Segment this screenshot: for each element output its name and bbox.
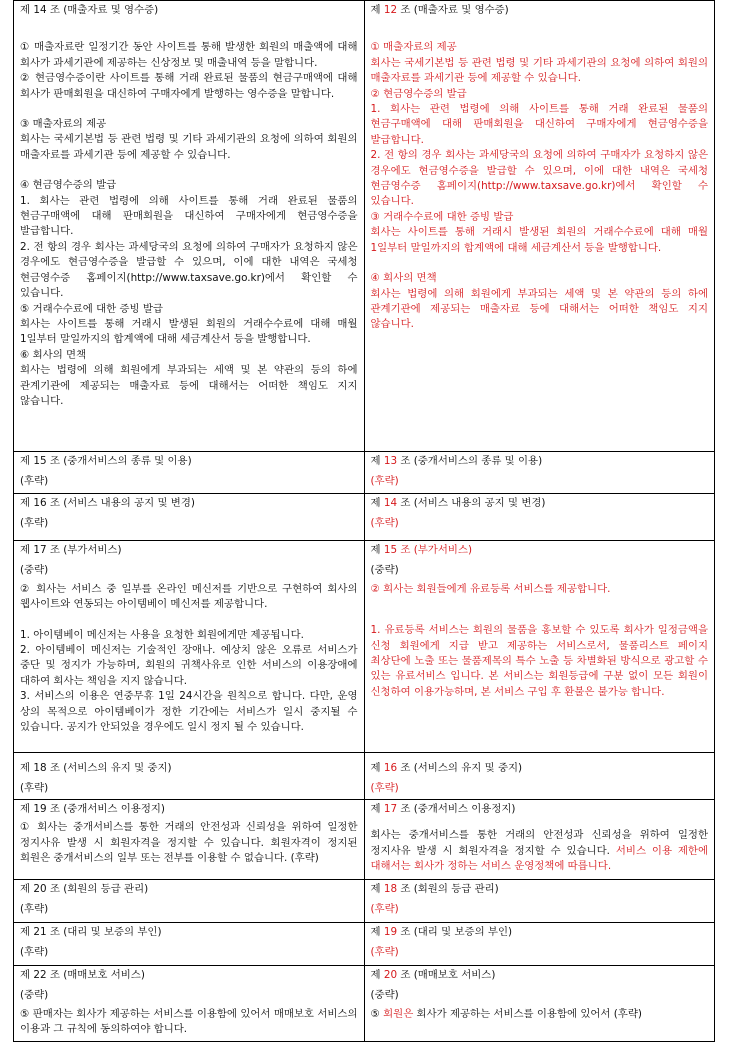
paragraph: 회사는 법령에 의해 회원에게 부과되는 세액 및 본 약관의 등의 하에 관계기관에 제공되는 매출자료 등에 대해서는 어떠한 책임도 지지 않습니다.: [370, 287, 708, 331]
paragraph: 1. 유료등록 서비스는 회원의 물품을 홍보할 수 있도록 회사가 일정금액을 신청 회원에게 지급 받고 제공하는 서비스로서, 물품리스트 페이지 최상단에 노출 또는 물품제목의 특수 노출 등 차별화된 방식으로 광고할 수 있는 유료서비스 입니다. 본 서비스는 회원등급에 구분 없이 모든 회원이 신청하여 이용가능하며, 본 서비스 구입 후 환불은 불가능 합니다.: [370, 624, 708, 698]
paragraph: 회사는 법령에 의해 회원에게 부과되는 세액 및 본 약관의 등의 하에 관계기관에 제공되는 매출자료 등에 대해서는 어떠한 책임도 지지 않습니다.: [20, 364, 358, 407]
list-item: 3. 서비스의 이용은 연중무휴 1일 24시간을 원칙으로 합니다. 다만, 운영 상의 목적으로 아이템베이가 정한 기간에는 서비스가 일시 중지될 수 있습니다. 공지가 안되었을 경우에도 일시 정지 될 수 있습니다.: [20, 690, 358, 734]
table-row: [14, 494, 715, 541]
article-number: 12: [383, 4, 398, 16]
article-title: 제 17 조 (부가서비스): [20, 544, 122, 556]
old-article-22-cell: [14, 965, 365, 1041]
table-row: [14, 452, 715, 494]
omitted-note: (후략): [370, 782, 399, 795]
list-item: 2. 아이템베이 메신저는 기술적인 장애나. 예상치 않은 오류로 서비스가 중단 및 정지가 가능하며, 회원의 귀책사유로 인한 서비스의 이용장애에 대하여 회사는 책임을 지지 않습니다.: [20, 644, 358, 687]
article-title: 제 15 조 (부가서비스): [370, 544, 473, 556]
table-row: [14, 965, 715, 1041]
article-title: 제 20 조 (매매보호 서비스): [370, 968, 496, 981]
table-row: [14, 922, 715, 965]
paragraph: 회사는 사이트를 통해 거래시 발생된 회원의 거래수수료에 대해 매월 1일부터 말일까지의 합계액에 대해 세금계산서 등을 발행합니다.: [20, 317, 358, 346]
old-article-15-cell: [14, 452, 365, 494]
paragraph: ⑤ 회원은 회사가 제공하는 서비스를 이용함에 있어서 (후략): [370, 1007, 642, 1020]
omitted-note: (후략): [20, 946, 49, 959]
paragraph: ② 현금영수증이란 사이트를 통해 거래 완료된 물품의 현금구매액에 대해 회사가 판매회원을 대신하여 구매자에게 발행하는 영수증을 말합니다.: [20, 72, 358, 100]
omitted-note: (중략): [370, 564, 399, 577]
old-article-16-cell: [14, 494, 365, 541]
omitted-note: (후략): [20, 517, 49, 530]
omitted-note: (후략): [20, 782, 49, 795]
paragraph: ① 회사는 중개서비스를 통한 거래의 안전성과 신뢰성을 위하여 일정한 정지사유 발생 시 회원자격을 정지할 수 있습니다. 회원자격이 정지된 회원은 중개서비스의 일부 또는 전부를 이용할 수 없습니다. (후략): [20, 821, 358, 865]
article-title: 제 16 조 (서비스의 유지 및 중지): [370, 762, 523, 774]
article-title: 제 13 조 (중개서비스의 종류 및 이용): [370, 455, 543, 467]
article-title: 제 16 조 (서비스 내용의 공지 및 변경): [20, 497, 195, 509]
article-title: 제 20 조 (회원의 등급 관리): [20, 882, 149, 895]
article-title: 제 12 조 (매출자료 및 영수증): [370, 4, 509, 16]
paragraph: 1. 회사는 관련 법령에 의해 사이트를 통해 거래 완료된 물품의 현금구매액에 대해 판매회원을 대신하여 구매자에게 현금영수증을 발급합니다.: [20, 194, 358, 238]
omitted-note: (중략): [20, 564, 49, 577]
paragraph: ⑤ 거래수수료에 대한 증빙 발급: [20, 302, 163, 315]
paragraph: 회사는 국세기본법 등 관련 법령 및 기타 과세기관의 요청에 의하여 회원의 매출자료를 과세기관 등에 제공할 수 있습니다.: [370, 56, 708, 85]
paragraph: 1. 회사는 관련 법령에 의해 사이트를 통해 거래 완료된 물품의 현금구매액에 대해 판매회원을 대신하여 구매자에게 현금영수증을 발급합니다.: [370, 103, 708, 146]
new-article-20-cell: [364, 965, 715, 1041]
article-title: 제 18 조 (회원의 등급 관리): [370, 882, 499, 895]
paragraph: ① 매출자료란 일정기간 동안 사이트를 통해 발생한 회원의 매출액에 대해 회사가 과세기관에 제공하는 신상정보 및 매출내역 등을 말합니다.: [20, 41, 358, 69]
table-row: [14, 1, 715, 452]
paragraph: ② 회사는 회원들에게 유료등록 서비스를 제공합니다.: [370, 582, 611, 595]
table-row: [14, 879, 715, 922]
omitted-note: (후략): [370, 475, 399, 488]
new-article-15-cell: [364, 541, 715, 753]
omitted-note: (중략): [370, 989, 399, 1002]
article-title: 제 17 조 (중개서비스 이용정지): [370, 802, 516, 815]
paragraph: 회사는 사이트를 통해 거래시 발생된 회원의 거래수수료에 대해 매월 1일부터 말일까지의 합계액에 대해 세금계산서 등을 발행합니다.: [370, 226, 708, 254]
article-title: 제 19 조 (중개서비스 이용정지): [20, 802, 165, 815]
omitted-note: (후략): [20, 475, 49, 488]
paragraph: ⑥ 회사의 면책: [20, 348, 87, 361]
list-item: 1. 아이템베이 메신저는 사용을 요청한 회원에게만 제공됩니다.: [20, 628, 304, 641]
old-article-17-cell: [14, 541, 365, 753]
old-article-18-cell: [14, 753, 365, 800]
new-article-14-cell: [364, 494, 715, 541]
table-row: [14, 541, 715, 753]
old-article-20-cell: [14, 879, 365, 922]
paragraph: 회사는 중개서비스를 통한 거래의 안전성과 신뢰성을 위하여 일정한 정지사유 발생 시 회원자격을 정지할 수 있습니다. 서비스 이용 제한에 대해서는 회사가 정하는 서비스 운영정책에 따릅니다.: [370, 829, 708, 873]
paragraph: ④ 회사의 면책: [370, 272, 437, 285]
new-article-17-cell: [364, 799, 715, 879]
new-article-18-cell: [364, 879, 715, 922]
paragraph: 2. 전 항의 경우 회사는 과세당국의 요청에 의하여 구매자가 요청하지 않은 경우에도 현금영수증을 발급할 수 있으며, 이에 대한 내역은 국세청 현금영수증 홈페이지(http://www.taxsave.go.kr)에서 확인할 수 있습니다.: [370, 149, 708, 208]
article-title: 제 15 조 (중개서비스의 종류 및 이용): [20, 455, 192, 467]
old-article-21-cell: [14, 922, 365, 965]
table-row: [14, 799, 715, 879]
omitted-note: (중략): [20, 989, 49, 1002]
paragraph: ③ 거래수수료에 대한 증빙 발급: [370, 210, 514, 223]
omitted-note: (후략): [370, 903, 399, 916]
new-article-19-cell: [364, 922, 715, 965]
old-article-19-cell: [14, 799, 365, 879]
article-title: 제 21 조 (대리 및 보증의 부인): [20, 925, 162, 938]
table-row: [14, 753, 715, 800]
paragraph: ⑤ 판매자는 회사가 제공하는 서비스를 이용함에 있어서 매매보호 서비스의 이용과 그 규칙에 동의하여야 합니다.: [20, 1007, 358, 1036]
article-title: 제 19 조 (대리 및 보증의 부인): [370, 925, 513, 938]
paragraph: ② 회사는 서비스 중 일부를 온라인 메신저를 기반으로 구현하여 회사의 웹사이트와 연동되는 아이템베이 메신저를 제공합니다.: [20, 582, 358, 611]
omitted-note: (후략): [370, 946, 399, 959]
paragraph: ② 현금영수증의 발급: [370, 87, 467, 100]
new-article-16-cell: [364, 753, 715, 800]
article-title: 제 14 조 (매출자료 및 영수증): [20, 4, 159, 16]
old-article-14-cell: [14, 1, 365, 452]
omitted-note: (후략): [370, 517, 399, 530]
paragraph: ① 매출자료의 제공: [370, 41, 457, 54]
paragraph: 2. 전 항의 경우 회사는 과세당국의 요청에 의하여 구매자가 요청하지 않은 경우에도 현금영수증을 발급할 수 있으며, 이에 대한 내역은 국세청 현금영수증 홈페이지(http://www.taxsave.go.kr)에서 확인할 수 있습니다.: [20, 240, 358, 300]
paragraph: 회사는 국세기본법 등 관련 법령 및 기타 과세기관의 요청에 의하여 회원의 매출자료를 과세기관 등에 제공할 수 있습니다.: [20, 133, 358, 161]
article-title: 제 18 조 (서비스의 유지 및 중지): [20, 762, 172, 774]
terms-comparison-table: [13, 0, 715, 1042]
paragraph: ③ 매출자료의 제공: [20, 118, 107, 131]
new-article-13-cell: [364, 452, 715, 494]
article-title: 제 14 조 (서비스 내용의 공지 및 변경): [370, 497, 546, 509]
article-title: 제 22 조 (매매보호 서비스): [20, 968, 145, 981]
omitted-note: (후략): [20, 903, 49, 916]
paragraph: ④ 현금영수증의 발급: [20, 179, 117, 192]
new-article-12-cell: [364, 1, 715, 452]
